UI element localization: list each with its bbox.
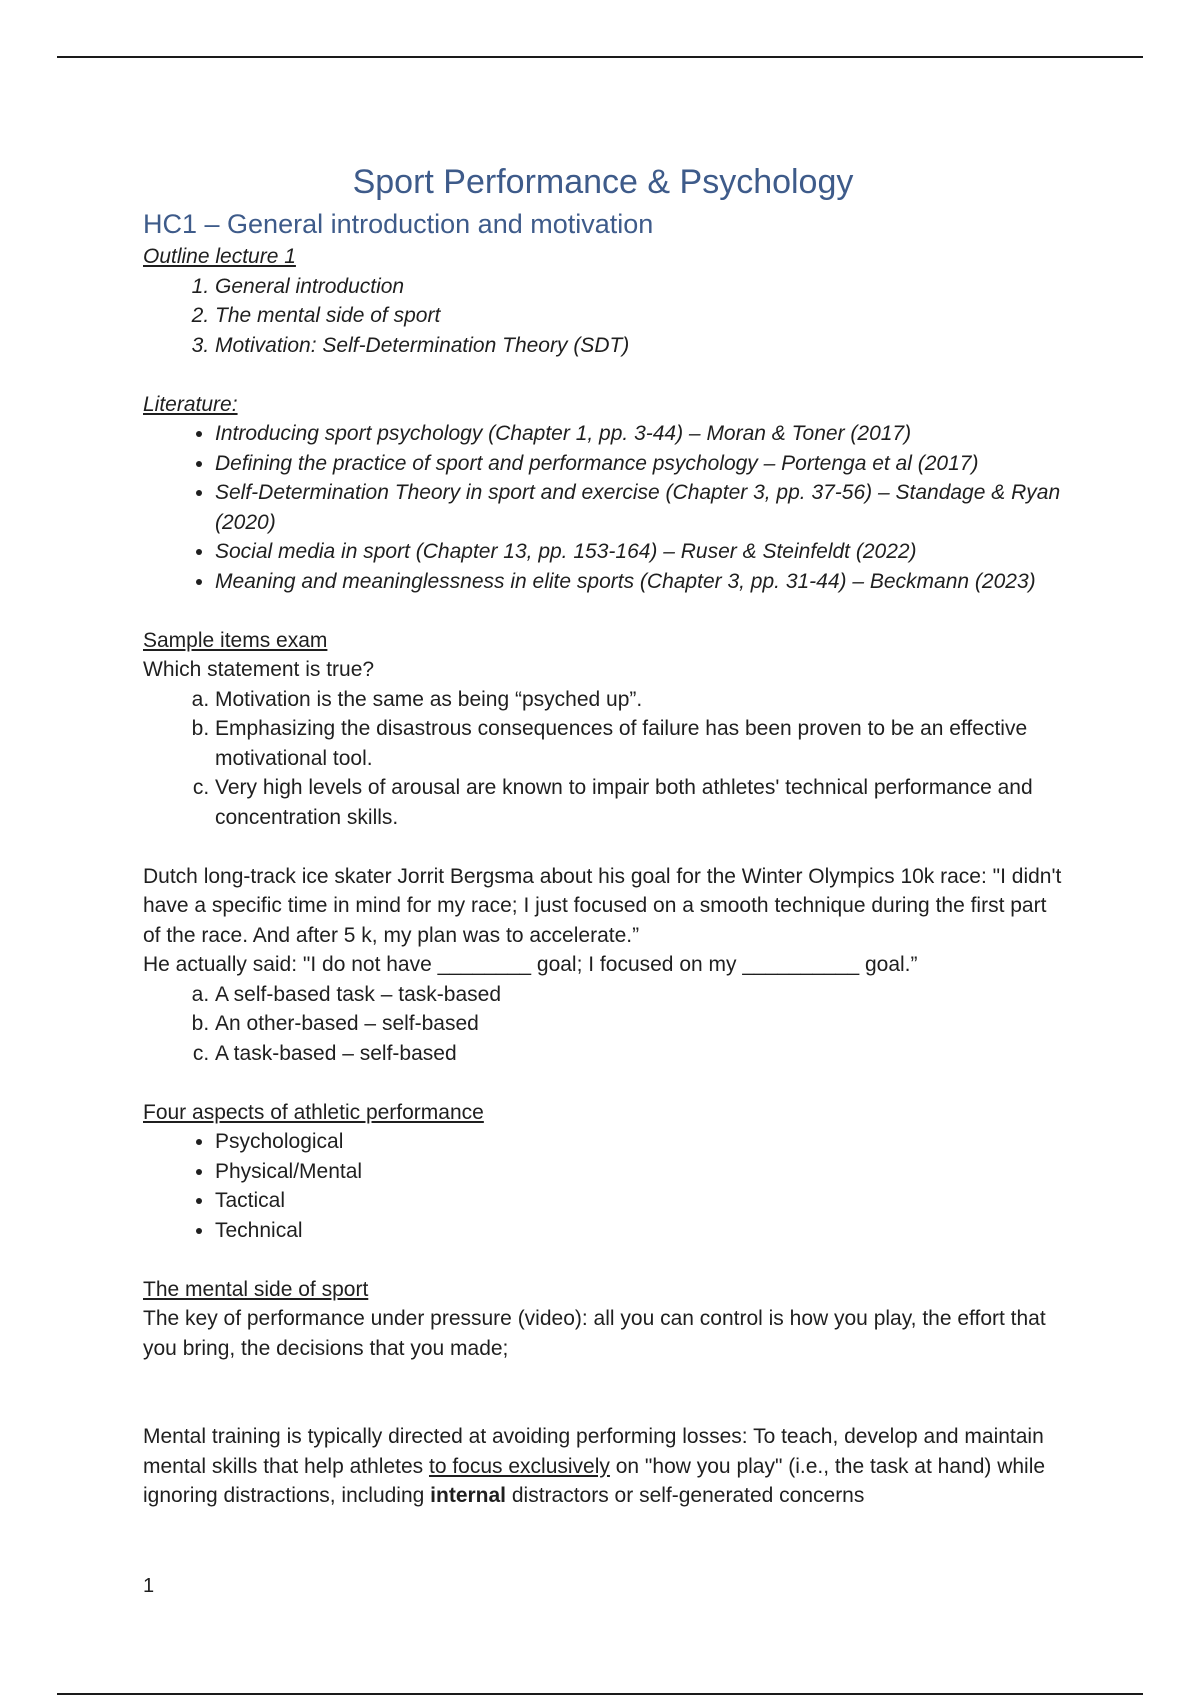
list-item: • Physical/Mental (215, 1157, 1063, 1187)
question-1-options (143, 685, 1063, 833)
mental-paragraph-1: The key of performance under pressure (video): all you can control is how you play, the effort that you bring, the decisions that you made; (143, 1307, 1046, 1360)
list-item: c. A task-based – self-based (215, 1039, 1063, 1069)
page-number: 1 (143, 1575, 155, 1597)
list-item: a. Motivation is the same as being “psyched up”. (215, 685, 1063, 715)
list-item: • Defining the practice of sport and performance psychology – Portenga et al (2017) (215, 449, 1063, 479)
literature-list (143, 419, 1063, 596)
aspects-label: Four aspects of athletic performance (143, 1100, 484, 1124)
list-item: a. A self-based task – task-based (215, 980, 1063, 1010)
document-title: Sport Performance & Psychology (352, 163, 854, 201)
list-item: b. Emphasizing the disastrous consequences of failure has been proven to be an effective motivational tool. (215, 714, 1063, 773)
mental-paragraph-2 (143, 1422, 1063, 1511)
underlined-text: to focus exclusively (428, 1454, 610, 1478)
sample-items-label: Sample items exam (143, 628, 328, 652)
list-item: • Introducing sport psychology (Chapter 1, pp. 3-44) – Moran & Toner (2017) (215, 419, 1063, 449)
aspects-list (143, 1127, 1063, 1245)
text-run: distractors or self-generated concerns (506, 1484, 865, 1507)
list-item: • Technical (215, 1216, 1063, 1246)
list-item: 2. The mental side of sport (215, 301, 1063, 331)
text-run: on "how you play" (i.e., the task at hand) while ignoring distractions, including (143, 1454, 1046, 1507)
text-run: Mental training is typically directed at avoiding performing losses: To teach, develop and maintain mental skills that help athletes (143, 1425, 1044, 1478)
document-body (143, 160, 1063, 1511)
literature-label: Literature: (143, 392, 238, 416)
list-item: • Social media in sport (Chapter 13, pp. 153-164) – Ruser & Steinfeldt (2022) (215, 537, 1063, 567)
list-item: • Tactical (215, 1186, 1063, 1216)
outline-label: Outline lecture 1 (143, 245, 296, 268)
bold-text: internal (430, 1484, 507, 1507)
list-item: b. An other-based – self-based (215, 1009, 1063, 1039)
section-heading: HC1 – General introduction and motivation (143, 209, 654, 239)
outline-list (143, 272, 1063, 361)
question-1: Which statement is true? (143, 658, 375, 681)
list-item: 1. General introduction (215, 272, 1063, 302)
list-item: • Meaning and meaninglessness in elite sports (Chapter 3, pp. 31-44) – Beckmann (2023) (215, 567, 1063, 597)
list-item: 3. Motivation: Self-Determination Theory (SDT) (215, 331, 1063, 361)
question-2: He actually said: "I do not have ________ goal; I focused on my __________ goal.” (143, 953, 918, 976)
footer-rule (57, 1693, 1143, 1695)
list-item: c. Very high levels of arousal are known to impair both athletes' technical performance and concentration skills. (215, 773, 1063, 832)
question-2-intro: Dutch long-track ice skater Jorrit Bergsma about his goal for the Winter Olympics 10k race: "I didn't have a specific time in mind for my race; I just focused on a smooth technique during the first part of the race. And after 5 k, my plan was to accelerate.” (143, 864, 1062, 947)
list-item: • Self-Determination Theory in sport and exercise (Chapter 3, pp. 37-56) – Standage & Ryan (2020) (215, 478, 1063, 537)
mental-side-label: The mental side of sport (143, 1277, 369, 1301)
header-rule (57, 56, 1143, 58)
question-2-options (143, 980, 1063, 1069)
list-item: • Psychological (215, 1127, 1063, 1157)
